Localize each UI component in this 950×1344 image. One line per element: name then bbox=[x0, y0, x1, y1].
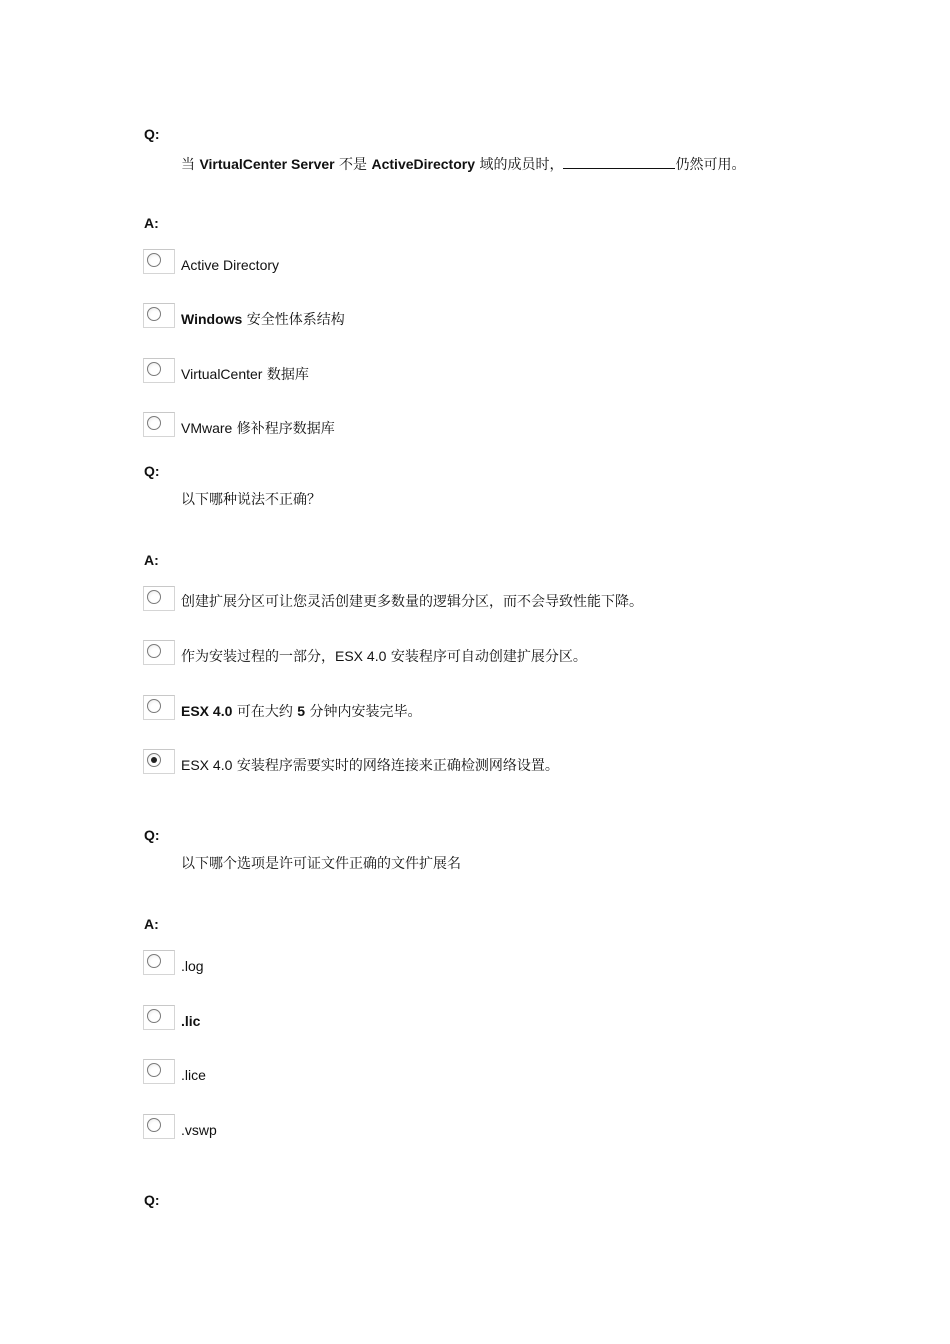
radio-checked-icon[interactable] bbox=[147, 753, 161, 767]
question-text bbox=[181, 154, 745, 174]
question-text-part: 域的成员时， bbox=[475, 157, 564, 173]
question-label: Q: bbox=[144, 827, 160, 843]
option-radio[interactable] bbox=[143, 695, 175, 720]
option-radio[interactable] bbox=[143, 303, 175, 328]
option-radio[interactable] bbox=[143, 358, 175, 383]
option-label: .log bbox=[181, 958, 204, 974]
option-label: .vswp bbox=[181, 1122, 217, 1138]
radio-circle-icon[interactable] bbox=[147, 307, 161, 321]
option-radio[interactable] bbox=[143, 950, 175, 975]
option-label: .lice bbox=[181, 1067, 206, 1083]
option-label: VirtualCenter 数据库 bbox=[181, 366, 309, 383]
option-label: 作为安装过程的一部分，ESX 4.0 安装程序可自动创建扩展分区。 bbox=[181, 648, 587, 665]
option-label: ESX 4.0 安装程序需要实时的网络连接来正确检测网络设置。 bbox=[181, 757, 559, 774]
option-radio[interactable] bbox=[143, 1114, 175, 1139]
answer-label: A: bbox=[144, 552, 159, 568]
option-radio[interactable] bbox=[143, 412, 175, 437]
radio-circle-icon[interactable] bbox=[147, 1009, 161, 1023]
question-text: 以下哪种说法不正确？ bbox=[181, 492, 321, 508]
option-label: 创建扩展分区可让您灵活创建更多数量的逻辑分区，而不会导致性能下降。 bbox=[181, 594, 643, 610]
option-radio-selected[interactable] bbox=[143, 749, 175, 774]
question-text-part: 仍然可用。 bbox=[675, 157, 746, 173]
question-label: Q: bbox=[144, 126, 160, 142]
question-text-part: 不是 bbox=[334, 157, 372, 173]
question-text-term: VirtualCenter Server bbox=[199, 156, 335, 172]
question-text: 以下哪个选项是许可证文件正确的文件扩展名 bbox=[181, 856, 461, 872]
question-label: Q: bbox=[144, 463, 160, 479]
radio-circle-icon[interactable] bbox=[147, 644, 161, 658]
option-label: .lic bbox=[181, 1013, 201, 1029]
radio-circle-icon[interactable] bbox=[147, 954, 161, 968]
radio-circle-icon[interactable] bbox=[147, 416, 161, 430]
option-label: VMware 修补程序数据库 bbox=[181, 420, 335, 437]
fill-blank bbox=[563, 154, 675, 169]
option-radio[interactable] bbox=[143, 640, 175, 665]
option-radio[interactable] bbox=[143, 1005, 175, 1030]
option-label: Windows 安全性体系结构 bbox=[181, 311, 345, 328]
question-text-part: 当 bbox=[181, 157, 200, 173]
option-label: ESX 4.0 可在大约 5 分钟内安装完毕。 bbox=[181, 703, 422, 720]
answer-label: A: bbox=[144, 215, 159, 231]
option-radio[interactable] bbox=[143, 249, 175, 274]
option-label: Active Directory bbox=[181, 257, 280, 273]
question-label: Q: bbox=[144, 1192, 160, 1208]
answer-label: A: bbox=[144, 916, 159, 932]
radio-circle-icon[interactable] bbox=[147, 253, 161, 267]
option-radio[interactable] bbox=[143, 1059, 175, 1084]
radio-circle-icon[interactable] bbox=[147, 362, 161, 376]
radio-circle-icon[interactable] bbox=[147, 590, 161, 604]
radio-circle-icon[interactable] bbox=[147, 1118, 161, 1132]
radio-circle-icon[interactable] bbox=[147, 1063, 161, 1077]
option-radio[interactable] bbox=[143, 586, 175, 611]
radio-circle-icon[interactable] bbox=[147, 699, 161, 713]
question-text-term: ActiveDirectory bbox=[371, 156, 475, 172]
